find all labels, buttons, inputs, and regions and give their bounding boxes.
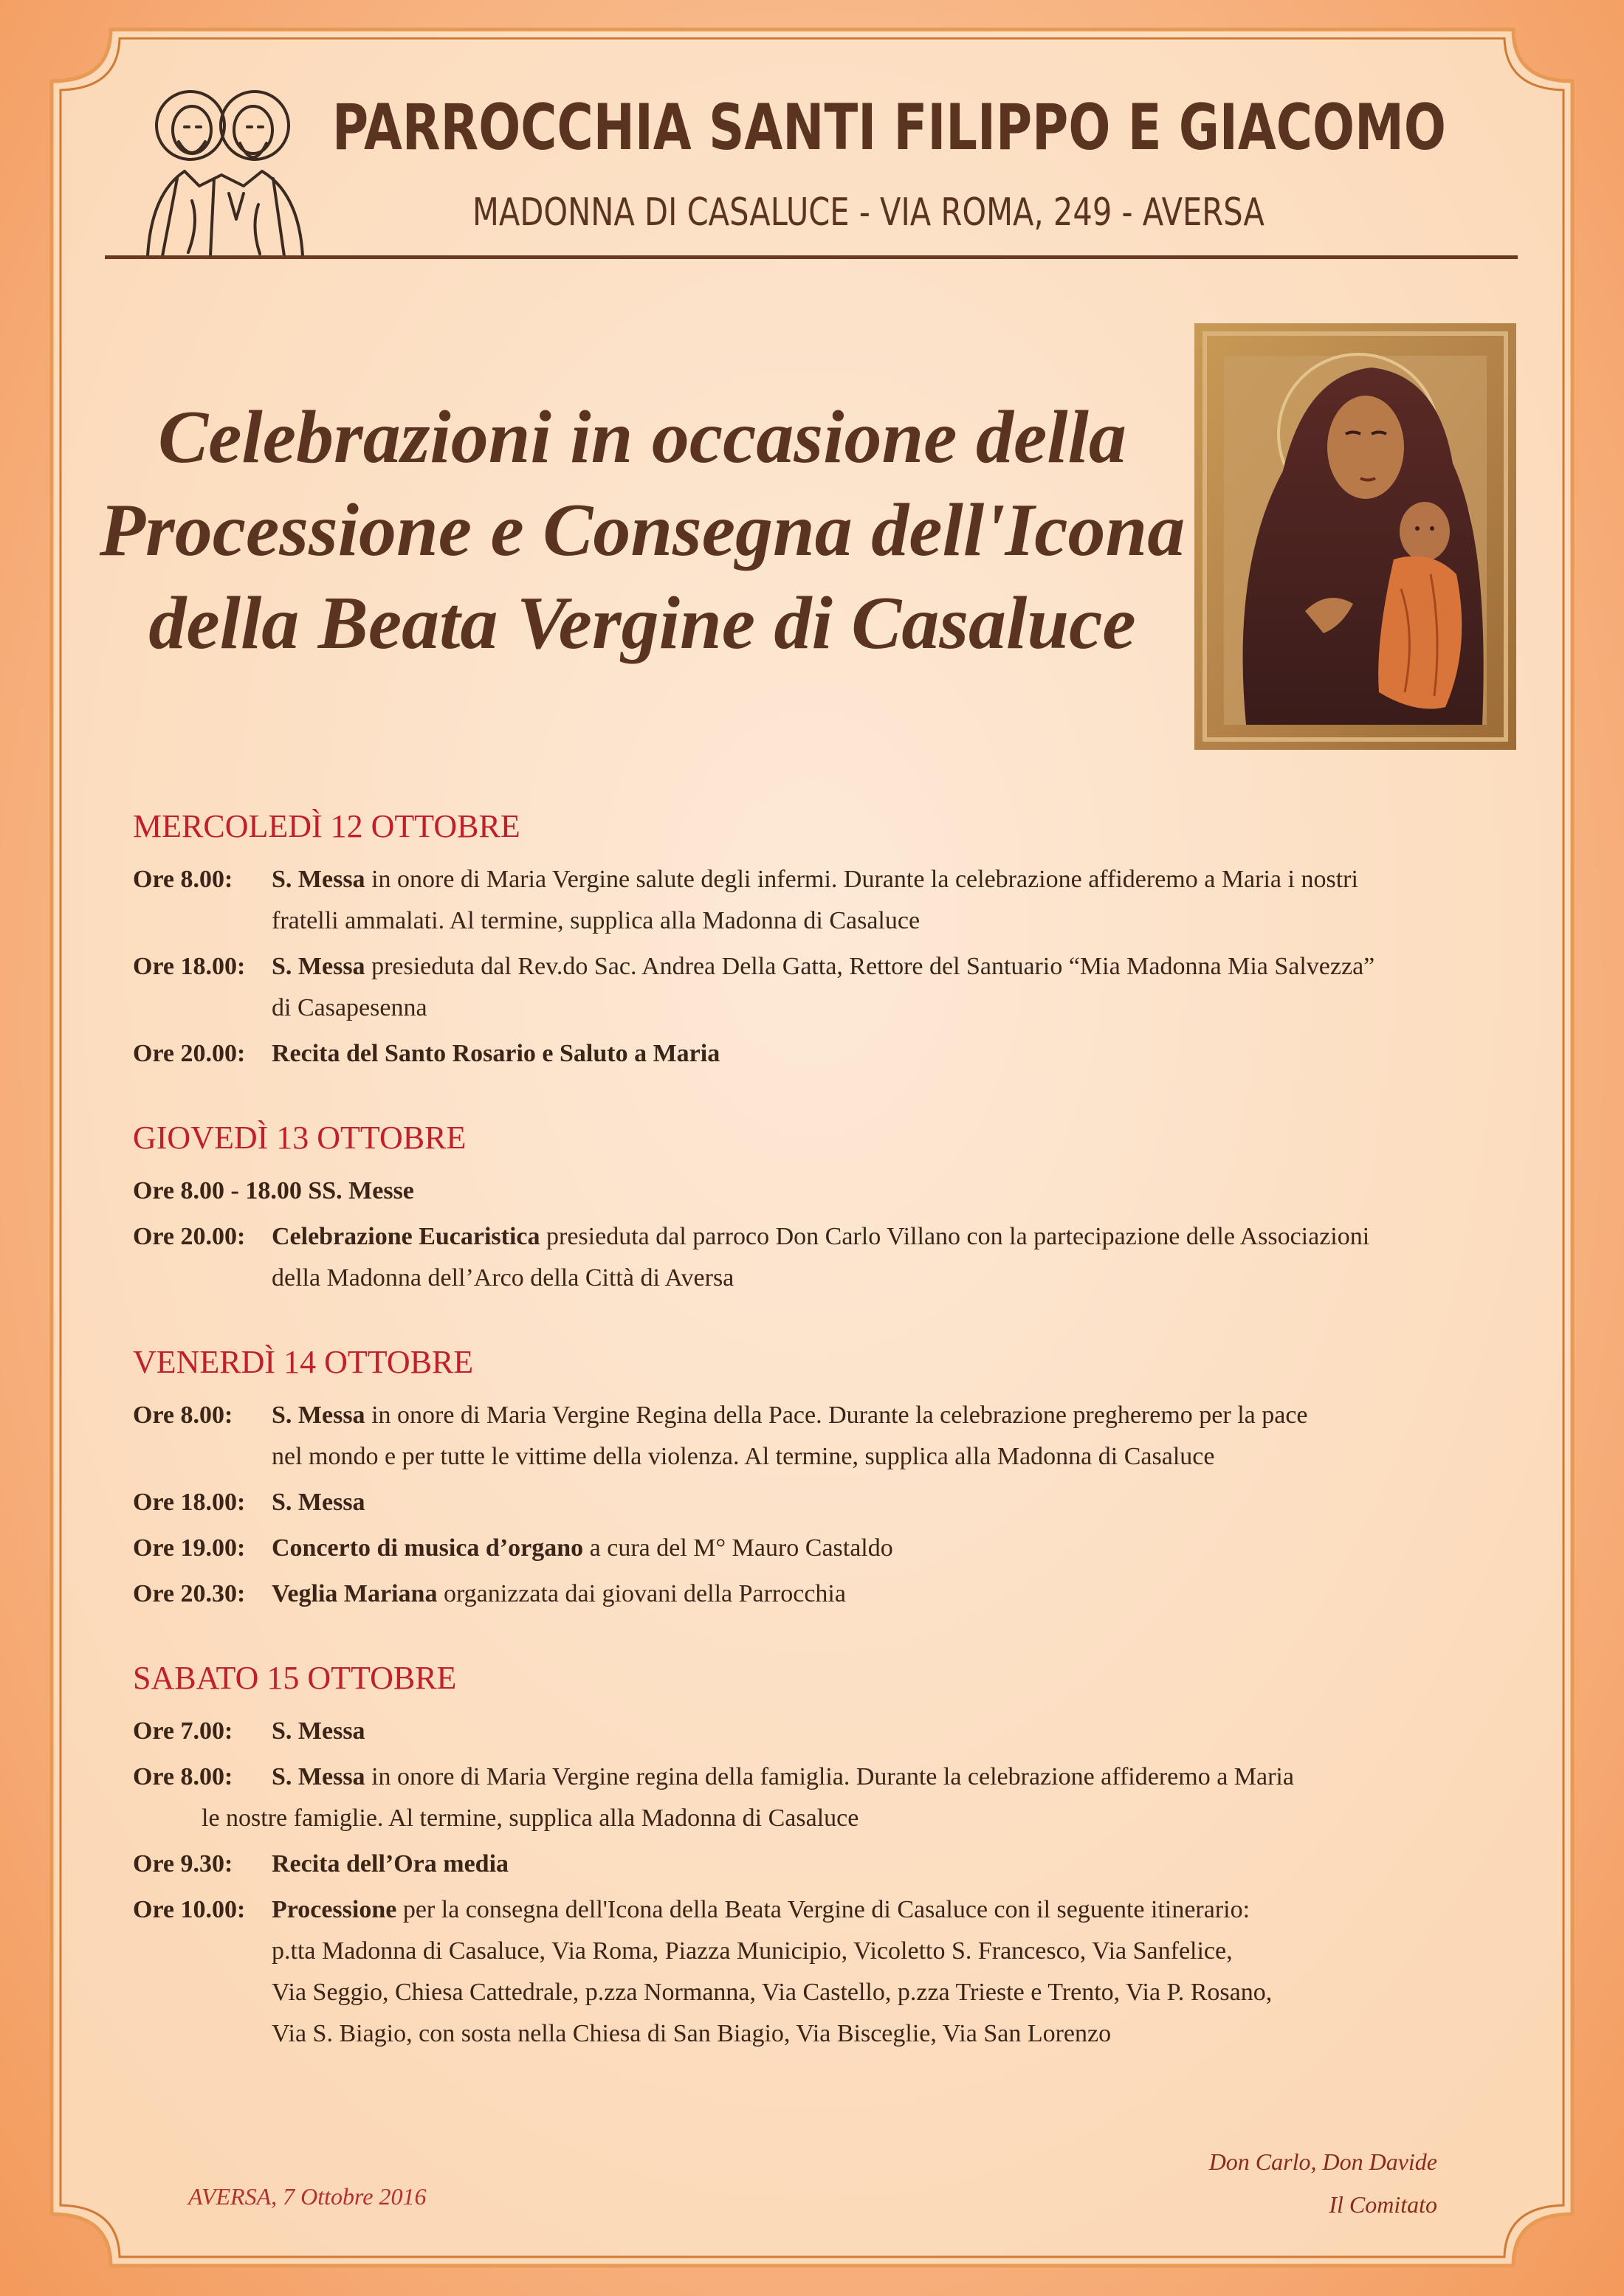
schedule-entry bbox=[133, 1844, 1506, 1885]
schedule-entry bbox=[133, 1395, 1506, 1478]
entry-time: Ore 8.00: bbox=[133, 866, 233, 893]
entry-time: Ore 18.00: bbox=[133, 953, 246, 980]
place-and-date: AVERSA, 7 Ottobre 2016 bbox=[188, 2183, 427, 2210]
entry-text: per la consegna dell'Icona della Beata Vergine di Casaluce con il seguente itinerario: bbox=[396, 1896, 1250, 1923]
schedule-entry bbox=[133, 1573, 1506, 1615]
signature-committee: Il Comitato bbox=[1329, 2191, 1437, 2218]
schedule bbox=[133, 804, 1506, 2096]
entry-text-continued: di Casapesenna bbox=[272, 994, 427, 1021]
day-saturday bbox=[133, 1656, 1506, 2055]
day-wednesday bbox=[133, 804, 1506, 1075]
saints-illustration bbox=[133, 83, 317, 260]
title-line-3: della Beata Vergine di Casaluce bbox=[148, 582, 1136, 665]
entry-text-continued: fratelli ammalati. Al termine, supplica alla Madonna di Casaluce bbox=[272, 907, 921, 934]
entry-title: Processione bbox=[272, 1896, 397, 1923]
event-title bbox=[89, 391, 1196, 670]
itinerary-line: Via S. Biagio, con sosta nella Chiesa di San Biagio, Via Bisceglie, Via San Lorenzo bbox=[272, 2020, 1112, 2047]
header-divider bbox=[105, 255, 1518, 259]
entry-time: Ore 20.00: bbox=[133, 1040, 246, 1067]
entry-title: Recita dell’Ora media bbox=[272, 1850, 509, 1878]
entry-title: S. Messa bbox=[272, 1717, 365, 1745]
entry-text-continued: le nostre famiglie. Al termine, supplica alla Madonna di Casaluce bbox=[202, 1804, 859, 1832]
day-title: MERCOLEDÌ 12 OTTOBRE bbox=[133, 808, 520, 844]
entry-text: in onore di Maria Vergine regina della famiglia. Durante la celebrazione affideremo a Maria bbox=[365, 1763, 1294, 1790]
day-thursday bbox=[133, 1116, 1506, 1299]
entry-text-continued: nel mondo e per tutte le vittime della violenza. Al termine, supplica alla Madonna di Casaluce bbox=[272, 1443, 1215, 1470]
schedule-entry bbox=[133, 1711, 1506, 1752]
day-friday bbox=[133, 1340, 1506, 1615]
day-title: SABATO 15 OTTOBRE bbox=[133, 1660, 457, 1696]
entry-text: organizzata dai giovani della Parrocchia bbox=[437, 1580, 846, 1607]
schedule-entry bbox=[133, 1033, 1506, 1075]
parish-name: PARROCCHIA SANTI FILIPPO E GIACOMO bbox=[332, 91, 1446, 165]
entry-time: Ore 10.00: bbox=[133, 1896, 246, 1923]
entry-time: Ore 20.30: bbox=[133, 1580, 246, 1607]
signatures bbox=[1209, 2140, 1437, 2226]
entry-text: presieduta dal parroco Don Carlo Villano con la partecipazione delle Associazioni bbox=[540, 1223, 1370, 1250]
itinerary-line: p.tta Madonna di Casaluce, Via Roma, Piazza Municipio, Vicoletto S. Francesco, Via Sanfelice, bbox=[272, 1937, 1233, 1965]
schedule-entry-masses: Ore 8.00 - 18.00 SS. Messe bbox=[133, 1177, 414, 1204]
schedule-entry bbox=[133, 1757, 1506, 1839]
entry-time: Ore 20.00: bbox=[133, 1223, 246, 1250]
entry-title: S. Messa bbox=[272, 866, 365, 893]
title-line-2: Processione e Consegna dell'Icona bbox=[99, 489, 1186, 572]
entry-text: a cura del M° Mauro Castaldo bbox=[583, 1534, 893, 1562]
entry-title: Celebrazione Eucaristica bbox=[272, 1223, 540, 1250]
schedule-entry bbox=[133, 859, 1506, 942]
schedule-entry bbox=[133, 1482, 1506, 1523]
entry-title: S. Messa bbox=[272, 1489, 365, 1516]
entry-time: Ore 9.30: bbox=[133, 1850, 233, 1878]
entry-time: Ore 8.00: bbox=[133, 1402, 233, 1429]
entry-title: S. Messa bbox=[272, 1402, 365, 1429]
entry-title: S. Messa bbox=[272, 1763, 365, 1790]
entry-title: Concerto di musica d’organo bbox=[272, 1534, 584, 1562]
itinerary-line: Via Seggio, Chiesa Cattedrale, p.zza Normanna, Via Castello, p.zza Trieste e Trento, Via P. Rosano, bbox=[272, 1979, 1273, 2006]
title-line-1: Celebrazioni in occasione della bbox=[158, 396, 1126, 479]
entry-text: in onore di Maria Vergine salute degli infermi. Durante la celebrazione affideremo a Maria i nostri bbox=[365, 866, 1358, 893]
entry-text: in onore di Maria Vergine Regina della Pace. Durante la celebrazione pregheremo per la pace bbox=[365, 1402, 1308, 1429]
entry-title: Veglia Mariana bbox=[272, 1580, 438, 1607]
entry-time: Ore 18.00: bbox=[133, 1489, 246, 1516]
schedule-entry bbox=[133, 1216, 1506, 1299]
parish-address: MADONNA DI CASALUCE - VIA ROMA, 249 - AVERSA bbox=[472, 190, 1265, 235]
entry-time: Ore 7.00: bbox=[133, 1717, 233, 1745]
schedule-entry bbox=[133, 1528, 1506, 1569]
day-title: VENERDÌ 14 OTTOBRE bbox=[133, 1344, 474, 1380]
entry-text: presieduta dal Rev.do Sac. Andrea Della Gatta, Rettore del Santuario “Mia Madonna Mia Salvezza” bbox=[365, 953, 1375, 980]
entry-text-continued: della Madonna dell’Arco della Città di Aversa bbox=[272, 1264, 734, 1292]
entry-title: Recita del Santo Rosario e Saluto a Maria bbox=[272, 1040, 720, 1067]
entry-time: Ore 19.00: bbox=[133, 1534, 246, 1562]
schedule-entry bbox=[133, 1889, 1506, 2055]
entry-title: S. Messa bbox=[272, 953, 365, 980]
madonna-icon-image bbox=[1194, 323, 1516, 750]
signature-clergy: Don Carlo, Don Davide bbox=[1208, 2148, 1437, 2175]
day-title: GIOVEDÌ 13 OTTOBRE bbox=[133, 1120, 467, 1156]
entry-time: Ore 8.00: bbox=[133, 1763, 233, 1790]
schedule-entry bbox=[133, 946, 1506, 1029]
